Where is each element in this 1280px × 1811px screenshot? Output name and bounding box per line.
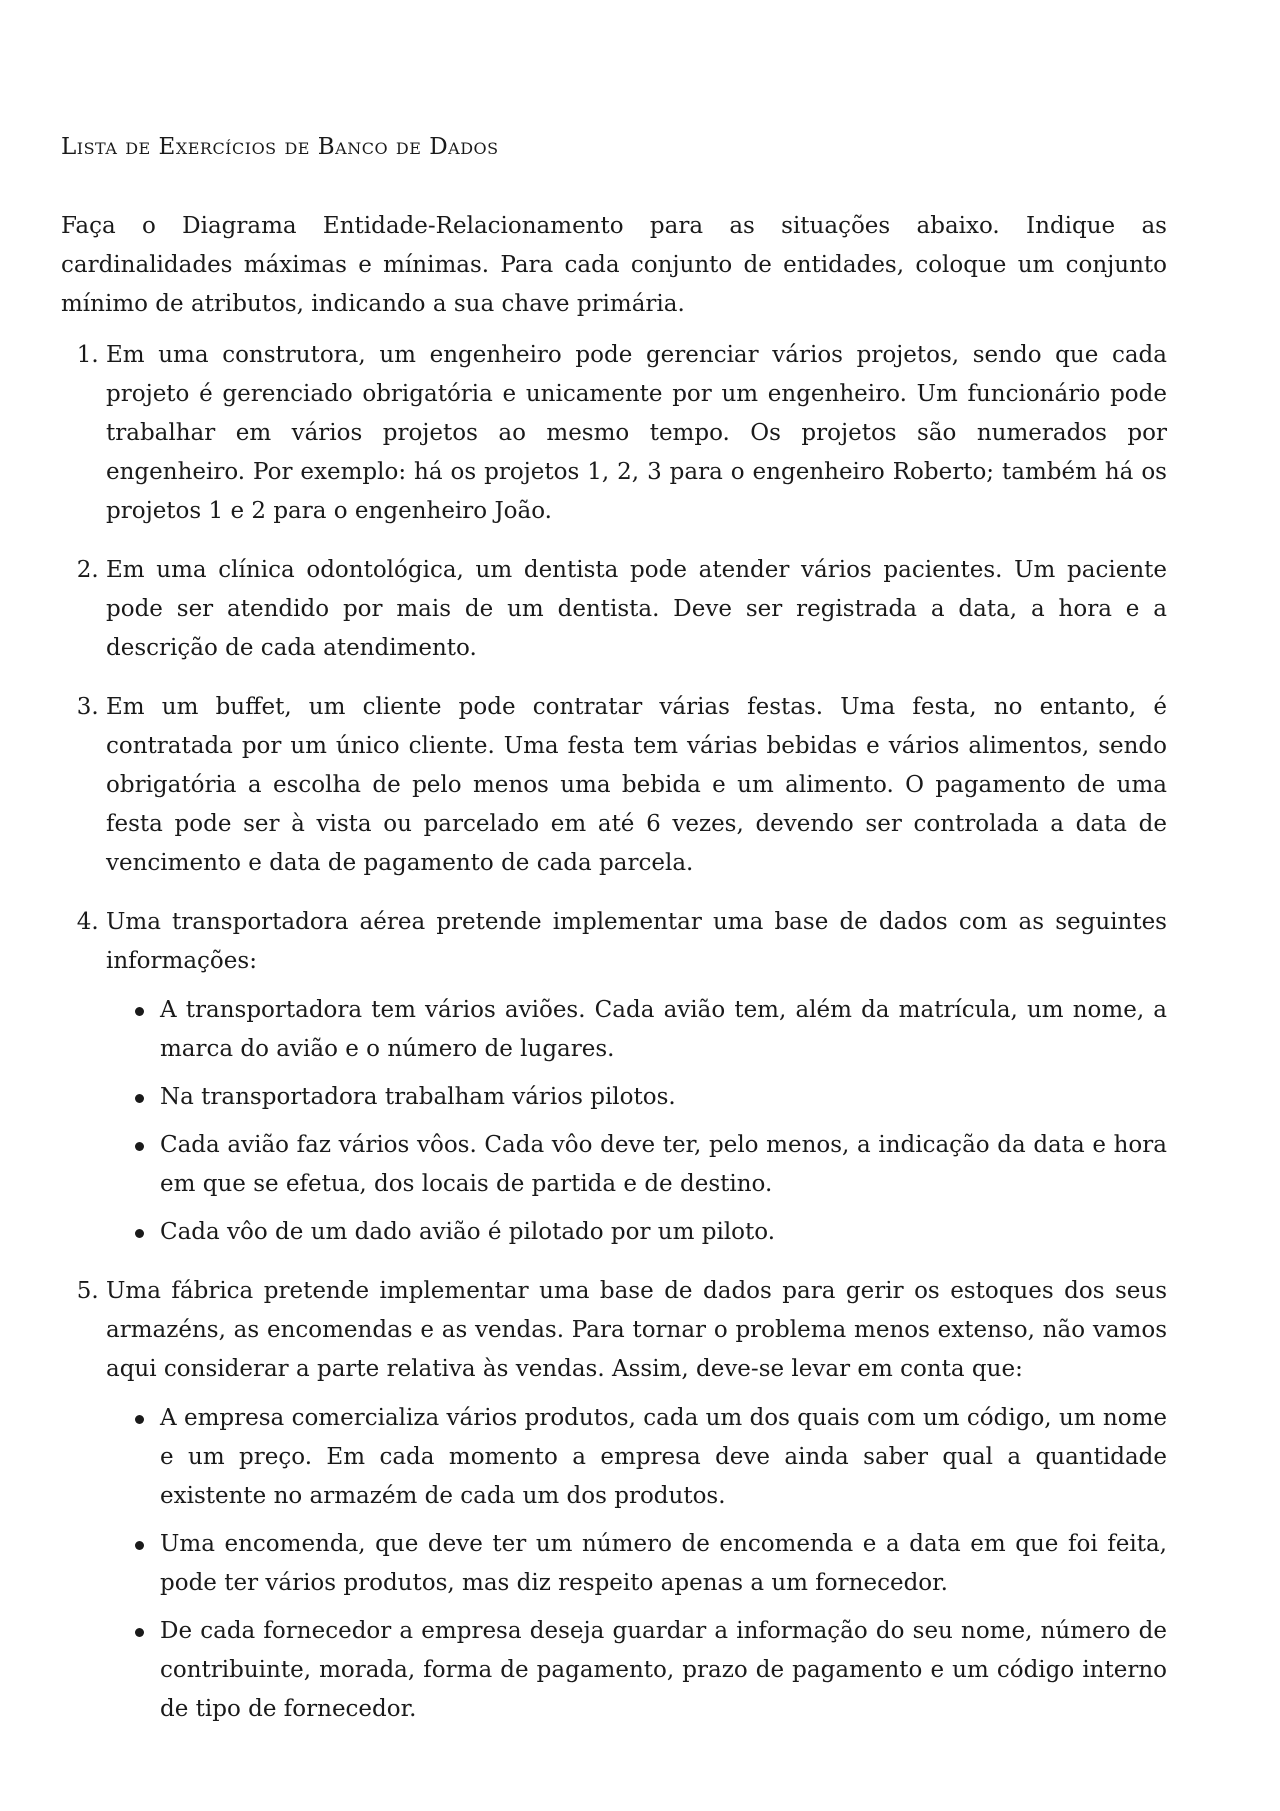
- exercise-text: Em uma clínica odontológica, um dentista pode atender vários pacientes. Um paciente pode ser atendido por mais de um dentista. Deve ser registrada a data, a hora e a descrição de cada atendimento.: [106, 557, 1167, 661]
- bullet-list: [106, 1399, 1167, 1729]
- exercise-text: Uma transportadora aérea pretende implementar uma base de dados com as seguintes informações:: [106, 909, 1167, 974]
- bullet-item: De cada fornecedor a empresa deseja guardar a informação do seu nome, número de contribuinte, morada, forma de pagamento, prazo de pagamento e um código interno de tipo de fornecedor.: [160, 1612, 1167, 1729]
- exercise-item: [106, 336, 1167, 531]
- intro-paragraph: Faça o Diagrama Entidade-Relacionamento para as situações abaixo. Indique as cardinalidades máximas e mínimas. Para cada conjunto de entidades, coloque um conjunto mínimo de atributos, indicando a sua chave primária.: [61, 213, 1167, 317]
- bullet-item: A transportadora tem vários aviões. Cada avião tem, além da matrícula, um nome, a marca do avião e o número de lugares.: [160, 991, 1167, 1069]
- bullet-list: [106, 991, 1167, 1252]
- exercise-item: [106, 551, 1167, 668]
- exercise-text: Em um buffet, um cliente pode contratar várias festas. Uma festa, no entanto, é contratada por um único cliente. Uma festa tem várias bebidas e vários alimentos, sendo obrigatória a escolha de pelo menos uma bebida e um alimento. O pagamento de uma festa pode ser à vista ou parcelado em até 6 vezes, devendo ser controlada a data de vencimento e data de pagamento de cada parcela.: [106, 694, 1167, 876]
- exercise-item: [106, 1272, 1167, 1729]
- page-title: Lista de Exercícios de Banco de Dados: [61, 134, 499, 160]
- document-page: [61, 128, 1167, 1749]
- bullet-item: Na transportadora trabalham vários pilotos.: [160, 1078, 1167, 1117]
- exercise-item: [106, 903, 1167, 1252]
- exercise-item: [106, 688, 1167, 883]
- exercise-list: [61, 336, 1167, 1729]
- bullet-item: A empresa comercializa vários produtos, cada um dos quais com um código, um nome e um preço. Em cada momento a empresa deve ainda saber qual a quantidade existente no armazém de cada um dos produtos.: [160, 1399, 1167, 1516]
- exercise-text: Uma fábrica pretende implementar uma base de dados para gerir os estoques dos seus armazéns, as encomendas e as vendas. Para tornar o problema menos extenso, não vamos aqui considerar a parte relativa às vendas. Assim, deve-se levar em conta que:: [106, 1278, 1167, 1382]
- exercise-text: Em uma construtora, um engenheiro pode gerenciar vários projetos, sendo que cada projeto é gerenciado obrigatória e unicamente por um engenheiro. Um funcionário pode trabalhar em vários projetos ao mesmo tempo. Os projetos são numerados por engenheiro. Por exemplo: há os projetos 1, 2, 3 para o engenheiro Roberto; também há os projetos 1 e 2 para o engenheiro João.: [106, 342, 1167, 524]
- bullet-item: Uma encomenda, que deve ter um número de encomenda e a data em que foi feita, pode ter vários produtos, mas diz respeito apenas a um fornecedor.: [160, 1525, 1167, 1603]
- bullet-item: Cada vôo de um dado avião é pilotado por um piloto.: [160, 1213, 1167, 1252]
- bullet-item: Cada avião faz vários vôos. Cada vôo deve ter, pelo menos, a indicação da data e hora em que se efetua, dos locais de partida e de destino.: [160, 1126, 1167, 1204]
